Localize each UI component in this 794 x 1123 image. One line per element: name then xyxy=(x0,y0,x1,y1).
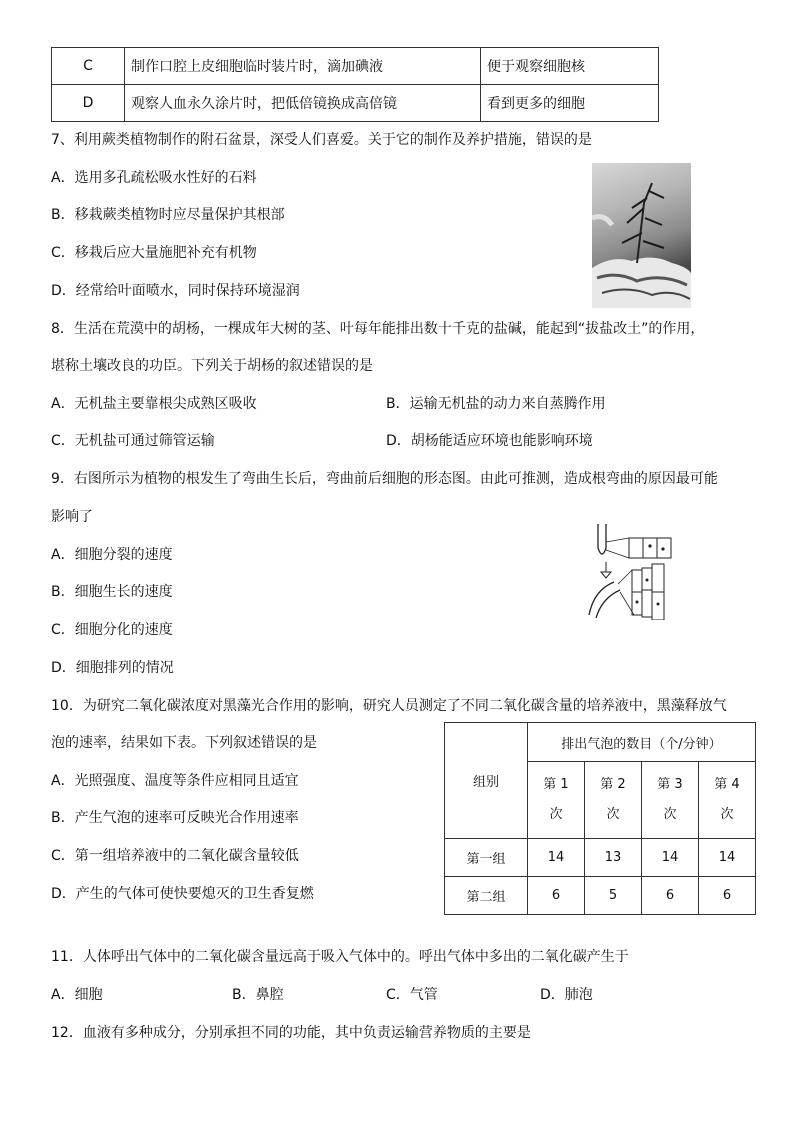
q7-option-b[interactable]: B．移栽蕨类植物时应尽量保护其根部 xyxy=(51,207,285,223)
trial-header: 第 3 次 xyxy=(642,762,699,839)
q7-option-c[interactable]: C．移栽后应大量施肥补充有机物 xyxy=(51,245,257,261)
table-row xyxy=(52,48,659,85)
fern-rock-bonsai-photo xyxy=(592,163,691,308)
table-row xyxy=(52,85,659,122)
count-cell: 13 xyxy=(585,839,642,877)
trial-header: 第 2 次 xyxy=(585,762,642,839)
q10-option-d[interactable]: D．产生的气体可使快要熄灭的卫生香复燃 xyxy=(51,886,314,902)
q7-option-d[interactable]: D．经常给叶面喷水，同时保持环境湿润 xyxy=(51,283,300,299)
bubble-count-header: 排出气泡的数目（个/分钟） xyxy=(528,723,756,762)
root-bending-diagram xyxy=(584,520,679,620)
group-header: 组别 xyxy=(445,723,528,839)
count-cell: 6 xyxy=(642,877,699,915)
count-cell: 14 xyxy=(642,839,699,877)
q10-option-b[interactable]: B．产生气泡的速率可反映光合作用速率 xyxy=(51,810,299,826)
q10-stem-line2: 泡的速率，结果如下表。下列叙述错误的是 xyxy=(51,735,317,751)
purpose-cell: 便于观察细胞核 xyxy=(481,48,659,85)
q8-option-d[interactable]: D．胡杨能适应环境也能影响环境 xyxy=(386,433,593,449)
count-cell: 6 xyxy=(528,877,585,915)
q9-stem-line1: 9．右图所示为植物的根发生了弯曲生长后，弯曲前后细胞的形态图。由此可推测，造成根弯曲的原因最可能 xyxy=(51,471,718,487)
q9-stem-line2: 影响了 xyxy=(51,509,93,525)
q9-option-a[interactable]: A．细胞分裂的速度 xyxy=(51,547,173,563)
bubble-count-table xyxy=(444,722,756,915)
q9-option-d[interactable]: D．细胞排列的情况 xyxy=(51,660,174,676)
q8-option-c[interactable]: C．无机盐可通过筛管运输 xyxy=(51,433,215,449)
purpose-cell: 看到更多的细胞 xyxy=(481,85,659,122)
operation-cell: 制作口腔上皮细胞临时装片时，滴加碘液 xyxy=(125,48,481,85)
table-row xyxy=(445,839,756,877)
count-cell: 6 xyxy=(699,877,756,915)
q8-option-b[interactable]: B．运输无机盐的动力来自蒸腾作用 xyxy=(386,396,606,412)
option-cell: D xyxy=(52,85,125,122)
count-cell: 14 xyxy=(699,839,756,877)
q8-stem-line1: 8．生活在荒漠中的胡杨，一棵成年大树的茎、叶每年能排出数十千克的盐碱，能起到“拔盐改土”的作用， xyxy=(51,321,705,337)
q8-stem-line2: 堪称土壤改良的功臣。下列关于胡杨的叙述错误的是 xyxy=(51,358,373,374)
trial-header: 第 4 次 xyxy=(699,762,756,839)
q9-option-c[interactable]: C．细胞分化的速度 xyxy=(51,622,173,638)
q10-option-a[interactable]: A．光照强度、温度等条件应相同且适宜 xyxy=(51,773,299,789)
count-cell: 5 xyxy=(585,877,642,915)
q7-stem: 7、利用蕨类植物制作的附石盆景，深受人们喜爱。关于它的制作及养护措施，错误的是 xyxy=(51,132,592,148)
q9-option-b[interactable]: B．细胞生长的速度 xyxy=(51,584,173,600)
option-cell: C xyxy=(52,48,125,85)
q10-option-c[interactable]: C．第一组培养液中的二氧化碳含量较低 xyxy=(51,848,299,864)
q10-stem-line1: 10．为研究二氧化碳浓度对黑藻光合作用的影响，研究人员测定了不同二氧化碳含量的培养液中，黑藻释放气 xyxy=(51,698,727,714)
experiment-options-table xyxy=(51,47,659,122)
operation-cell: 观察人血永久涂片时，把低倍镜换成高倍镜 xyxy=(125,85,481,122)
q7-option-a[interactable]: A．选用多孔疏松吸水性好的石料 xyxy=(51,170,257,186)
q11-option-c[interactable]: C．气管 xyxy=(386,987,438,1003)
count-cell: 14 xyxy=(528,839,585,877)
q11-option-b[interactable]: B．鼻腔 xyxy=(232,987,284,1003)
group-name: 第一组 xyxy=(445,839,528,877)
q11-option-a[interactable]: A．细胞 xyxy=(51,987,103,1003)
q11-stem: 11．人体呼出气体中的二氧化碳含量远高于吸入气体中的。呼出气体中多出的二氧化碳产生于 xyxy=(51,949,629,965)
table-row xyxy=(445,877,756,915)
q8-option-a[interactable]: A．无机盐主要靠根尖成熟区吸收 xyxy=(51,396,257,412)
trial-header: 第 1 次 xyxy=(528,762,585,839)
q12-stem: 12．血液有多种成分，分别承担不同的功能，其中负责运输营养物质的主要是 xyxy=(51,1025,531,1041)
q11-option-d[interactable]: D．肺泡 xyxy=(540,987,593,1003)
group-name: 第二组 xyxy=(445,877,528,915)
